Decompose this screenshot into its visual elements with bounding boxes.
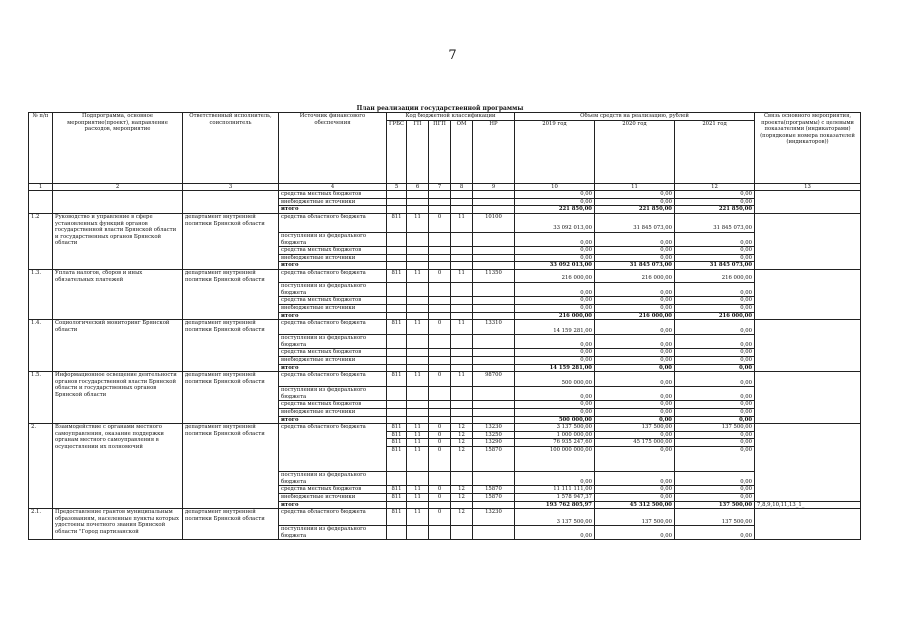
value-2020: 137 500,00 bbox=[595, 509, 675, 526]
total-2019: 193 762 805,97 bbox=[515, 501, 595, 509]
pgp-cell: 0 bbox=[429, 509, 451, 526]
colnum: 2 bbox=[53, 183, 183, 191]
value-2021: 0,00 bbox=[675, 233, 755, 247]
value-2021: 0,00 bbox=[675, 320, 755, 335]
value-2019: 0,00 bbox=[515, 254, 595, 262]
value-2019: 0,00 bbox=[515, 233, 595, 247]
value-2020: 0,00 bbox=[595, 526, 675, 540]
executor: департамент внутренней политики Брянской области bbox=[183, 509, 279, 540]
value-2019: 0,00 bbox=[515, 526, 595, 540]
source-cell: поступления из федерального бюджета bbox=[279, 526, 387, 540]
value-2019: 76 935 247,60 bbox=[515, 439, 595, 447]
colnum: 11 bbox=[595, 183, 675, 191]
colnum: 13 bbox=[755, 183, 861, 191]
om-cell: 12 bbox=[451, 424, 473, 432]
source-cell: средства местных бюджетов bbox=[279, 247, 387, 255]
pgp-cell: 0 bbox=[429, 320, 451, 335]
header-volume: Объем средств на реализацию, рублей bbox=[515, 113, 755, 121]
value-2020: 0,00 bbox=[595, 409, 675, 417]
row-number: 1.3. bbox=[29, 270, 53, 320]
value-2020: 0,00 bbox=[595, 320, 675, 335]
source-cell: средства областного бюджета bbox=[279, 509, 387, 526]
value-2020: 0,00 bbox=[595, 254, 675, 262]
value-2020: 0,00 bbox=[595, 247, 675, 255]
nr-cell: 13250 bbox=[473, 431, 515, 439]
om-cell: 11 bbox=[451, 320, 473, 335]
colnum: 12 bbox=[675, 183, 755, 191]
colnum: 10 bbox=[515, 183, 595, 191]
source-cell: средства областного бюджета bbox=[279, 270, 387, 283]
colnum: 3 bbox=[183, 183, 279, 191]
source-cell: внебюджетные источники bbox=[279, 356, 387, 364]
pgp-cell: 0 bbox=[429, 431, 451, 439]
row-number: 2. bbox=[29, 424, 53, 509]
source-cell: поступления из федерального бюджета bbox=[279, 335, 387, 349]
table-row bbox=[29, 424, 861, 432]
gp-cell: 11 bbox=[407, 509, 429, 526]
value-2021: 0,00 bbox=[675, 439, 755, 447]
grbs-cell: 811 bbox=[387, 431, 407, 439]
value-2019: 11 111 111,00 bbox=[515, 486, 595, 494]
table-title: План реализации государственной программы bbox=[356, 105, 524, 112]
value-2020: 0,00 bbox=[595, 349, 675, 357]
gp-cell: 11 bbox=[407, 270, 429, 283]
colnum: 6 bbox=[407, 183, 429, 191]
gp-cell: 11 bbox=[407, 320, 429, 335]
row-number: 1.2 bbox=[29, 214, 53, 270]
source-cell: итого bbox=[279, 501, 387, 509]
value-2019: 500 000,00 bbox=[515, 372, 595, 387]
om-cell: 11 bbox=[451, 214, 473, 233]
value-2019: 0,00 bbox=[515, 335, 595, 349]
value-2019: 0,00 bbox=[515, 304, 595, 312]
value-2019: 0,00 bbox=[515, 349, 595, 357]
value-2020: 0,00 bbox=[595, 356, 675, 364]
header-2019: 2019 год bbox=[515, 120, 595, 183]
nr-cell: 15870 bbox=[473, 493, 515, 501]
source-cell: внебюджетные источники bbox=[279, 493, 387, 501]
nr-cell: 15870 bbox=[473, 486, 515, 494]
value-2021: 0,00 bbox=[675, 283, 755, 297]
total-2021: 31 845 073,00 bbox=[675, 262, 755, 270]
nr-cell: 13230 bbox=[473, 424, 515, 432]
value-2019: 3 137 500,00 bbox=[515, 424, 595, 432]
value-2019: 0,00 bbox=[515, 387, 595, 401]
activity-name: Руководство и управление в сфере установленных функций органов государственной власти Брянской области и государственных органов Брянской области bbox=[53, 214, 183, 270]
value-2019: 1 000 000,00 bbox=[515, 431, 595, 439]
value-2020: 0,00 bbox=[595, 233, 675, 247]
grbs-cell: 811 bbox=[387, 320, 407, 335]
value-2021: 0,00 bbox=[675, 297, 755, 305]
colnum: 4 bbox=[279, 183, 387, 191]
source-cell: средства областного бюджета bbox=[279, 320, 387, 335]
om-cell: 12 bbox=[451, 509, 473, 526]
value-2020: 137 500,00 bbox=[595, 424, 675, 432]
value-2019: 33 092 013,00 bbox=[515, 214, 595, 233]
value-2019: 0,00 bbox=[515, 472, 595, 486]
gp-cell: 11 bbox=[407, 424, 429, 432]
colnum: 1 bbox=[29, 183, 53, 191]
gp-cell: 11 bbox=[407, 214, 429, 233]
source-cell: средства местных бюджетов bbox=[279, 401, 387, 409]
grbs-cell: 811 bbox=[387, 486, 407, 494]
executor: департамент внутренней политики Брянской области bbox=[183, 424, 279, 509]
value-2019: 0,00 bbox=[515, 356, 595, 364]
value-2020: 0,00 bbox=[595, 304, 675, 312]
header-kbk: Код бюджетной классификации bbox=[387, 113, 515, 121]
total-2021: 216 000,00 bbox=[675, 312, 755, 320]
nr-cell: 11350 bbox=[473, 270, 515, 283]
grbs-cell: 811 bbox=[387, 424, 407, 432]
total-2021: 0,00 bbox=[675, 364, 755, 372]
pgp-cell: 0 bbox=[429, 372, 451, 387]
total-2020: 216 000,00 bbox=[595, 312, 675, 320]
grbs-cell: 811 bbox=[387, 270, 407, 283]
gp-cell: 11 bbox=[407, 493, 429, 501]
value-2020: 0,00 bbox=[595, 372, 675, 387]
om-cell: 12 bbox=[451, 493, 473, 501]
table-row bbox=[29, 372, 861, 387]
total-2021: 221 850,00 bbox=[675, 206, 755, 214]
value-2020: 31 845 073,00 bbox=[595, 214, 675, 233]
source-cell: внебюджетные источники bbox=[279, 409, 387, 417]
header-grbs: ГРБС bbox=[387, 120, 407, 183]
pgp-cell: 0 bbox=[429, 270, 451, 283]
value-2020: 0,00 bbox=[595, 191, 675, 199]
source-cell: средства областного бюджета bbox=[279, 424, 387, 472]
nr-cell: 13230 bbox=[473, 509, 515, 526]
total-2021: 137 500,00 bbox=[675, 501, 755, 509]
header-subprogram: Подпрограмма, основное мероприятие(проект), направление расходов, мероприятие bbox=[53, 113, 183, 184]
total-2020: 0,00 bbox=[595, 364, 675, 372]
table-row bbox=[29, 191, 861, 199]
executor: департамент внутренней политики Брянской области bbox=[183, 270, 279, 320]
colnum: 8 bbox=[451, 183, 473, 191]
source-cell: средства местных бюджетов bbox=[279, 297, 387, 305]
value-2020: 216 000,00 bbox=[595, 270, 675, 283]
gp-cell: 11 bbox=[407, 486, 429, 494]
value-2021: 0,00 bbox=[675, 198, 755, 206]
value-2019: 0,00 bbox=[515, 409, 595, 417]
om-cell: 12 bbox=[451, 447, 473, 472]
source-cell: итого bbox=[279, 312, 387, 320]
grbs-cell: 811 bbox=[387, 447, 407, 472]
om-cell: 12 bbox=[451, 439, 473, 447]
activity-name: Взаимодействие с органами местного самоуправления, оказание поддержки органам местного самоуправления в осуществлении их полномочий bbox=[53, 424, 183, 509]
value-2021: 0,00 bbox=[675, 526, 755, 540]
value-2020: 0,00 bbox=[595, 472, 675, 486]
value-2020: 0,00 bbox=[595, 447, 675, 472]
om-cell: 11 bbox=[451, 372, 473, 387]
source-cell: внебюджетные источники bbox=[279, 304, 387, 312]
value-2021: 0,00 bbox=[675, 387, 755, 401]
value-2019: 0,00 bbox=[515, 198, 595, 206]
table-row bbox=[29, 270, 861, 283]
value-2021: 0,00 bbox=[675, 472, 755, 486]
activity-name: Уплата налогов, сборов и иных обязательных платежей bbox=[53, 270, 183, 320]
value-2020: 45 175 000,00 bbox=[595, 439, 675, 447]
value-2021: 216 000,00 bbox=[675, 270, 755, 283]
header-om: ОМ bbox=[451, 120, 473, 183]
om-cell: 11 bbox=[451, 270, 473, 283]
value-2021: 0,00 bbox=[675, 191, 755, 199]
source-cell: итого bbox=[279, 262, 387, 270]
nr-cell: 15870 bbox=[473, 447, 515, 472]
value-2020: 0,00 bbox=[595, 431, 675, 439]
gp-cell: 11 bbox=[407, 372, 429, 387]
activity-name: Информационное освещение деятельности органов государственной власти Брянской области и государственных органов Брянской области bbox=[53, 372, 183, 424]
header-2020: 2020 год bbox=[595, 120, 675, 183]
row-number: 1.4. bbox=[29, 320, 53, 372]
page-number: 7 bbox=[448, 48, 457, 63]
nr-cell: 13290 bbox=[473, 439, 515, 447]
colnum: 5 bbox=[387, 183, 407, 191]
om-cell: 12 bbox=[451, 431, 473, 439]
nr-cell: 13310 bbox=[473, 320, 515, 335]
column-numbers-row bbox=[29, 183, 861, 191]
value-2019: 0,00 bbox=[515, 401, 595, 409]
executor: департамент внутренней политики Брянской области bbox=[183, 320, 279, 372]
header-num: № п/п bbox=[29, 113, 53, 184]
colnum: 9 bbox=[473, 183, 515, 191]
header-2021: 2021 год bbox=[675, 120, 755, 183]
source-cell: внебюджетные источники bbox=[279, 198, 387, 206]
value-2021: 0,00 bbox=[675, 401, 755, 409]
value-2021: 137 500,00 bbox=[675, 424, 755, 432]
source-cell: поступления из федерального бюджета bbox=[279, 472, 387, 486]
pgp-cell: 0 bbox=[429, 214, 451, 233]
header-source: Источник финансового обеспечения bbox=[279, 113, 387, 184]
gp-cell: 11 bbox=[407, 447, 429, 472]
executor: департамент внутренней политики Брянской области bbox=[183, 214, 279, 270]
source-cell: итого bbox=[279, 364, 387, 372]
gp-cell: 11 bbox=[407, 439, 429, 447]
value-2020: 0,00 bbox=[595, 486, 675, 494]
value-2021: 0,00 bbox=[675, 304, 755, 312]
value-2021: 31 845 073,00 bbox=[675, 214, 755, 233]
value-2021: 0,00 bbox=[675, 431, 755, 439]
value-2019: 14 159 281,00 bbox=[515, 320, 595, 335]
value-2020: 0,00 bbox=[595, 401, 675, 409]
activity-name: Социологический мониторинг Брянской области bbox=[53, 320, 183, 372]
total-2019: 221 850,00 bbox=[515, 206, 595, 214]
total-2020: 0,00 bbox=[595, 416, 675, 424]
value-2021: 0,00 bbox=[675, 247, 755, 255]
om-cell: 12 bbox=[451, 486, 473, 494]
colnum: 7 bbox=[429, 183, 451, 191]
pgp-cell: 0 bbox=[429, 493, 451, 501]
source-cell: итого bbox=[279, 416, 387, 424]
source-cell: средства областного бюджета bbox=[279, 372, 387, 387]
pgp-cell: 0 bbox=[429, 424, 451, 432]
indicator-link: 7,8,9,10,11,13_1_ bbox=[755, 501, 861, 509]
total-2020: 221 850,00 bbox=[595, 206, 675, 214]
source-cell: итого bbox=[279, 206, 387, 214]
activity-name: Предоставление грантов муниципальным образованиям, населенные пункты которых удостоены почетного звания Брянской области "Город партизанской bbox=[53, 509, 183, 540]
value-2019: 100 000 000,00 bbox=[515, 447, 595, 472]
pgp-cell: 0 bbox=[429, 486, 451, 494]
header-link: Связь основного мероприятия, проекта(программы) с целевыми показателями (индикаторами) (порядковые номера показателей (индикаторов)) bbox=[755, 113, 861, 184]
gp-cell: 11 bbox=[407, 431, 429, 439]
source-cell: средства местных бюджетов bbox=[279, 486, 387, 494]
pgp-cell: 0 bbox=[429, 439, 451, 447]
program-plan-table bbox=[28, 112, 861, 540]
value-2021: 0,00 bbox=[675, 486, 755, 494]
header-pgp: ПГП bbox=[429, 120, 451, 183]
row-number: 2.1. bbox=[29, 509, 53, 540]
value-2019: 216 000,00 bbox=[515, 270, 595, 283]
total-2019: 33 092 013,00 bbox=[515, 262, 595, 270]
table-row bbox=[29, 509, 861, 526]
value-2019: 0,00 bbox=[515, 297, 595, 305]
value-2020: 0,00 bbox=[595, 335, 675, 349]
value-2021: 137 500,00 bbox=[675, 509, 755, 526]
grbs-cell: 811 bbox=[387, 493, 407, 501]
value-2021: 0,00 bbox=[675, 447, 755, 472]
value-2021: 0,00 bbox=[675, 356, 755, 364]
value-2020: 0,00 bbox=[595, 297, 675, 305]
value-2021: 0,00 bbox=[675, 372, 755, 387]
value-2020: 0,00 bbox=[595, 493, 675, 501]
value-2019: 0,00 bbox=[515, 191, 595, 199]
total-2020: 31 845 073,00 bbox=[595, 262, 675, 270]
table-row bbox=[29, 214, 861, 233]
value-2019: 3 137 500,00 bbox=[515, 509, 595, 526]
source-cell: внебюджетные источники bbox=[279, 254, 387, 262]
executor: департамент внутренней политики Брянской области bbox=[183, 372, 279, 424]
value-2020: 0,00 bbox=[595, 387, 675, 401]
total-2019: 216 000,00 bbox=[515, 312, 595, 320]
header-gp: ГП bbox=[407, 120, 429, 183]
total-2019: 14 159 281,00 bbox=[515, 364, 595, 372]
source-cell: средства местных бюджетов bbox=[279, 191, 387, 199]
source-cell: поступления из федерального бюджета bbox=[279, 233, 387, 247]
header-executor: Ответственный исполнитель, соисполнитель bbox=[183, 113, 279, 184]
nr-cell: 10100 bbox=[473, 214, 515, 233]
value-2019: 0,00 bbox=[515, 283, 595, 297]
grbs-cell: 811 bbox=[387, 439, 407, 447]
source-cell: поступления из федерального бюджета bbox=[279, 283, 387, 297]
value-2020: 0,00 bbox=[595, 198, 675, 206]
grbs-cell: 811 bbox=[387, 509, 407, 526]
total-2019: 500 000,00 bbox=[515, 416, 595, 424]
source-cell: поступления из федерального бюджета bbox=[279, 387, 387, 401]
value-2019: 0,00 bbox=[515, 247, 595, 255]
value-2020: 0,00 bbox=[595, 283, 675, 297]
grbs-cell: 811 bbox=[387, 214, 407, 233]
value-2019: 1 578 947,37 bbox=[515, 493, 595, 501]
table-row bbox=[29, 320, 861, 335]
value-2021: 0,00 bbox=[675, 349, 755, 357]
nr-cell: 98700 bbox=[473, 372, 515, 387]
row-number: 1.5. bbox=[29, 372, 53, 424]
total-2021: 0,00 bbox=[675, 416, 755, 424]
value-2021: 0,00 bbox=[675, 493, 755, 501]
source-cell: средства областного бюджета bbox=[279, 214, 387, 233]
pgp-cell: 0 bbox=[429, 447, 451, 472]
grbs-cell: 811 bbox=[387, 372, 407, 387]
source-cell: средства местных бюджетов bbox=[279, 349, 387, 357]
header-nr: НР bbox=[473, 120, 515, 183]
value-2021: 0,00 bbox=[675, 254, 755, 262]
header-row bbox=[29, 113, 861, 121]
value-2021: 0,00 bbox=[675, 335, 755, 349]
value-2021: 0,00 bbox=[675, 409, 755, 417]
total-2020: 45 312 500,00 bbox=[595, 501, 675, 509]
